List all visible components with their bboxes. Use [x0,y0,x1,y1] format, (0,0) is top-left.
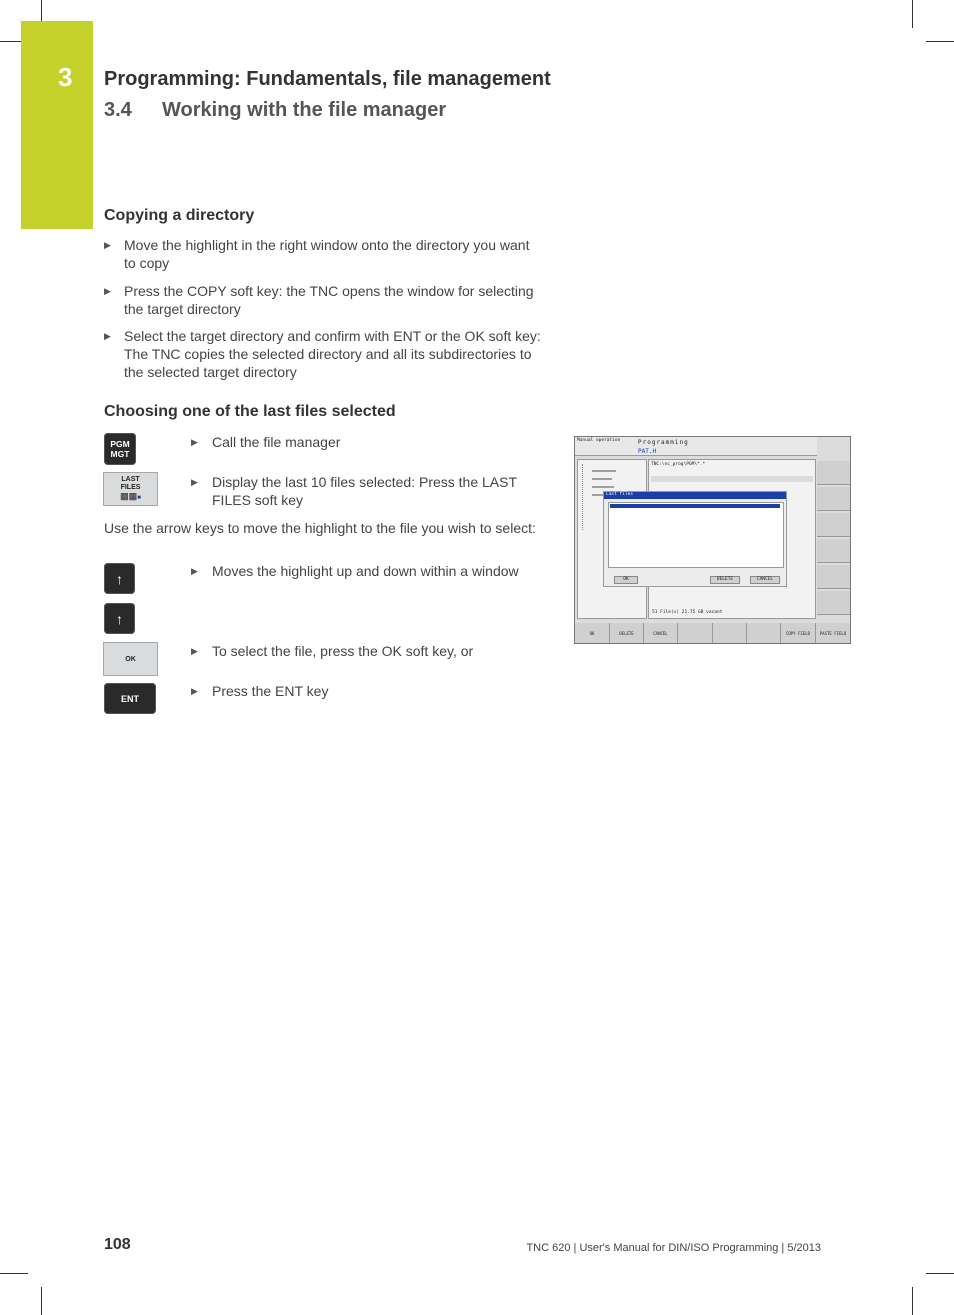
dialog-title: Last files [606,492,634,497]
files-icon: ▦▦■ [120,490,141,501]
last-files-softkey[interactable]: LAST FILES ▦▦■ [103,472,158,506]
bullet-arrow-icon: ▶ [104,286,111,296]
crop-mark [0,41,21,42]
crop-mark [926,41,954,42]
crop-mark [912,0,913,28]
step-item: ▶ Moves the highlight up and down within a window [191,563,519,579]
dialog-ok-button[interactable]: OK [614,576,638,584]
softkey-empty[interactable] [713,623,747,643]
chapter-number: 3 [58,62,73,92]
ok-softkey[interactable]: OK [103,642,158,676]
crop-mark [41,0,42,21]
crop-mark [912,1287,913,1315]
softkey-delete[interactable]: DELETE [610,623,644,643]
softkey-copy-field[interactable]: COPY FIELD [781,623,816,643]
bullet-item: ▶ Press the COPY soft key: the TNC opens the window for selecting the target directory [104,283,534,317]
ent-key[interactable]: ENT [104,683,156,714]
instruction-paragraph: Use the arrow keys to move the highlight to the file you wish to select: [104,520,536,536]
side-softkey[interactable] [817,487,851,511]
mode-label: Manual operation [577,438,621,443]
bullet-arrow-icon: ▶ [191,686,198,696]
side-softkey[interactable] [817,565,851,589]
bullet-arrow-icon: ▶ [191,437,198,447]
chapter-tab [21,21,93,229]
bullet-arrow-icon: ▶ [191,646,198,656]
step-item: ▶ To select the file, press the OK soft key, or [191,643,474,659]
side-softkey[interactable] [817,539,851,563]
section-title-text: Working with the file manager [162,99,447,121]
screen-file: PAT.H [638,448,657,455]
softkey-ok[interactable]: OK [575,623,610,643]
bullet-arrow-icon: ▶ [191,477,198,487]
step-item: ▶ Call the file manager [191,434,341,450]
bullet-item: ▶ Move the highlight in the right window onto the directory you want to copy [104,237,530,271]
arrow-up-key[interactable] [104,563,135,594]
crop-mark [41,1287,42,1315]
crop-mark [926,1273,954,1274]
heading-last-files: Choosing one of the last files selected [104,403,396,420]
bullet-item: ▶ Select the target directory and confirm with ENT or the OK soft key: The TNC copies the selected directory and all its subdirectories to the selected target directory [104,328,541,380]
side-softkey[interactable] [817,461,851,485]
bullet-arrow-icon: ▶ [104,240,111,250]
path-label: TNC:\nc_prog\PGM\*.* [651,462,706,467]
softkey-cancel[interactable]: CANCEL [644,623,678,643]
arrow-down-icon: ↑ [116,610,123,627]
crop-mark [0,1273,28,1274]
arrow-down-key[interactable] [104,603,135,634]
chapter-title: Programming: Fundamentals, file management [104,68,551,90]
screen-title: Programming [638,439,689,446]
bullet-arrow-icon: ▶ [191,566,198,576]
softkey-empty[interactable] [678,623,713,643]
softkey-paste-field[interactable]: PASTE FIELD [816,623,851,643]
bullet-arrow-icon: ▶ [104,331,111,341]
side-softkey[interactable] [817,513,851,537]
heading-copying-directory: Copying a directory [104,207,255,224]
section-title [104,99,446,122]
dialog-delete-button[interactable]: DELETE [710,576,740,584]
step-item: ▶ Display the last 10 files selected: Press the LAST FILES soft key [191,474,517,508]
section-number: 3.4 [104,99,132,121]
arrow-up-icon: ↑ [116,570,123,587]
tnc-screen-screenshot [574,436,851,644]
softkey-empty[interactable] [747,623,781,643]
pgm-mgt-key[interactable]: PGM MGT [104,433,136,465]
dialog-cancel-button[interactable]: CANCEL [750,576,780,584]
last-files-dialog [603,491,787,587]
page-number: 108 [104,1236,131,1253]
status-bar: 51 File(s) 21.75 GB vacant [652,610,723,615]
side-softkey[interactable] [817,591,851,615]
step-item: ▶ Press the ENT key [191,683,329,699]
footer-text: TNC 620 | User's Manual for DIN/ISO Programming | 5/2013 [526,1242,821,1254]
